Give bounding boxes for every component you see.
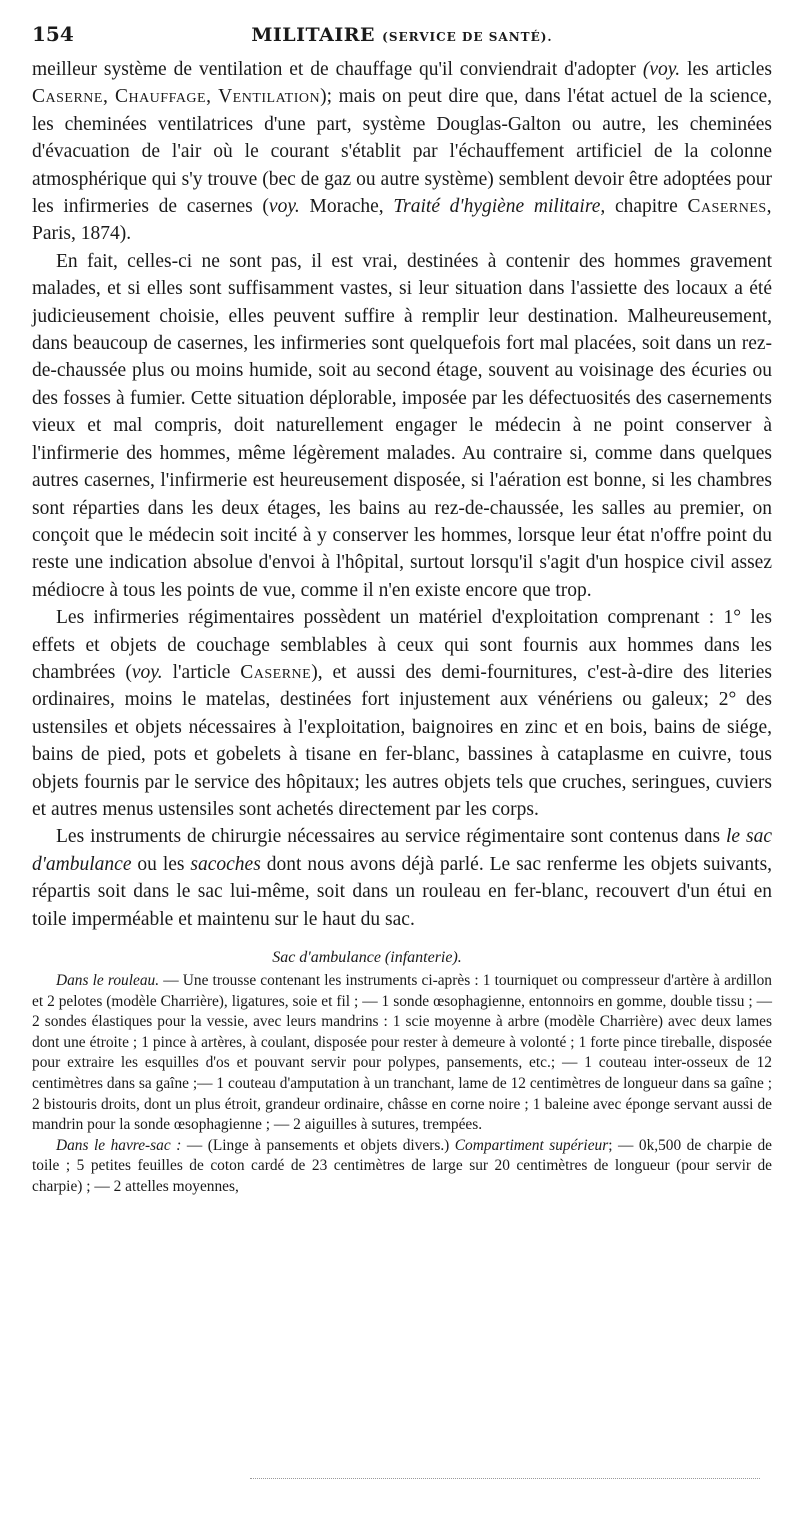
text-run: ou les bbox=[137, 853, 185, 875]
emphasis: le sac d'ambulance bbox=[32, 826, 772, 875]
compartment-label: Compartiment supérieur bbox=[454, 1136, 609, 1154]
text-run: Les instruments de chirurgie nécessaires au service régimentaire sont contenus dans bbox=[56, 826, 721, 848]
text-run: Morache, bbox=[309, 196, 384, 218]
list-paragraph bbox=[32, 971, 772, 1136]
book-title: Traité d'hygiène militaire, bbox=[393, 196, 606, 218]
text-run: Paris, 1874). bbox=[32, 223, 132, 245]
text-run: chapitre bbox=[614, 196, 678, 218]
running-title bbox=[152, 24, 772, 46]
text-run: meilleur système de ventilation et de chauffage qu'il conviendrait d'adopter bbox=[32, 59, 636, 80]
emphasis: sacoches bbox=[190, 853, 261, 875]
text-run: Les infirmeries régimentaires possèdent un matériel d'exploitation comprenant : 1° les effets et objets de couchage semblables à ceux qui sont fournis aux hommes dans les chambrées ( bbox=[32, 607, 772, 683]
cross-reference: Caserne bbox=[240, 661, 312, 683]
section-subheading: Sac d'ambulance (infanterie). bbox=[272, 949, 462, 966]
running-title-sub: (SERVICE DE SANTÉ). bbox=[382, 30, 553, 44]
main-text bbox=[32, 56, 772, 933]
paragraph bbox=[32, 56, 772, 248]
citation-voy: voy. bbox=[131, 661, 163, 683]
footer-rule bbox=[250, 1478, 760, 1479]
page bbox=[32, 22, 772, 1198]
citation-voy: voy. bbox=[268, 196, 300, 218]
text-run: ; — 0k,500 de charpie de toile ; 5 petites feuilles de coton cardé de 23 centimètres de large sur 20 centimètres de longueur (pour servir de charpie) ; — 2 attelles moyennes, bbox=[32, 1136, 773, 1195]
text-run: les articles bbox=[687, 59, 772, 80]
cross-reference: Casernes, bbox=[687, 196, 773, 218]
text-run: — Une trousse contenant les instruments ci-après : 1 tourniquet ou compresseur d'artère à ardillon et 2 pelotes (modèle Charrière), ligatures, soie et fil ; — 1 sonde œsophagienne, entonnoirs en gomme, double tissu ; — 2 sondes élastiques pour la vessie, avec leurs mandrins : 1 scie moyenne à arbre (modèle Charrière) avec deux lames dont une étroite ; 1 pince à artères, à coulant, disposée pour rester à demeure à volonté ; 1 forte pince tireballe, disposée pour extraire les esquilles d'os et pouvant servir pour polypes, pansements, etc.; — 1 couteau inter-osseux de 12 centimètres dans sa gaîne ;— 1 couteau d'amputation à un tranchant, lame de 12 centimètres de longueur dans sa gaîne ; 2 bistouris droits, dont un plus étroit, grandeur ordinaire, châsse en corne noire ; 1 baleine avec éponge servant aussi de mandrin pour la sonde œsophagienne ; — 2 aiguilles à sutures, trempées. bbox=[32, 972, 772, 1134]
paragraph bbox=[32, 604, 772, 823]
running-title-main: MILITAIRE bbox=[251, 24, 376, 46]
cross-reference: Chauffage, bbox=[114, 86, 212, 108]
text-run: ); mais on peut dire que, dans l'état actuel de la science, les cheminées ventilatrices d'une part, système Douglas-Galton ou autre, les cheminées d'évacuation de l'air où le courant s'établit par l'échauffement artificiel de la colonne atmosphérique qui s'y trouve (bec de gaz ou autre système) semblent devoir être adoptées pour les infirmeries de casernes ( bbox=[32, 86, 773, 218]
text-run: l'article bbox=[172, 661, 231, 683]
equipment-list bbox=[32, 971, 772, 1198]
text-run: ), et aussi des demi-fournitures, c'est-à-dire des literies ordinaires, moins le matelas, destinées fort injustement aux vénériens ou galeux; 2° des ustensiles et objets nécessaires à l'exploitation, baignoires en zinc et en bois, bains de siége, bains de pied, pots et gobelets à tisane en fer-blanc, bassines à cataplasme en cuivre, tous objets fournis par le service des hôpitaux; les autres objets tels que cruches, seringues, cuviers et autres menus ustensiles sont achetés directement par les corps. bbox=[32, 661, 773, 820]
text-run: — (Linge à pansements et objets divers.) bbox=[186, 1136, 450, 1154]
cross-reference: Ventilation bbox=[218, 86, 321, 108]
text-run: dont nous avons déjà parlé. Le sac renferme les objets suivants, répartis soit dans le sac lui-même, soit dans un rouleau en fer-blanc, recouvert d'un étui en toile imperméable et maintenu sur le haut du sac. bbox=[32, 853, 773, 930]
cross-reference: Caserne, bbox=[32, 86, 109, 108]
citation-voy: (voy. bbox=[642, 59, 681, 80]
page-number: 154 bbox=[32, 22, 74, 46]
paragraph: En fait, celles-ci ne sont pas, il est vrai, destinées à contenir des hommes gravement malades, et si elles sont suffisamment vastes, si leur situation dans l'assiette des locaux a été judicieusement choisie, elles peuvent suffire à remplir leur destination. Malheureusement, dans beaucoup de casernes, les infirmeries sont quelquefois fort mal placées, soit dans un rez-de-chaussée plus ou moins humide, soit au second étage, souvent au voisinage des écuries ou des fosses à fumier. Cette situation déplorable, imposée par les défectuosités des casernements vieux et mal compris, doit naturellement engager le médecin à ne point conserver à l'infirmerie des hommes, même légèrement malades. Au contraire si, comme dans quelques autres casernes, l'infirmerie est heureusement disposée, si l'aération est bonne, si les chambres sont réparties dans les deux étages, les bains au rez-de-chaussée, les salles au premier, on conçoit que le médecin soit incité à y conserver les hommes, lorsque leur état n'offre point du reste une indication absolue d'envoi à l'hôpital, surtout lorsqu'il s'agit d'un hospice civil assez médiocre à tous les points de vue, comme il n'en existe encore que trop. bbox=[32, 250, 772, 601]
list-paragraph bbox=[32, 1136, 772, 1198]
running-head bbox=[32, 22, 772, 56]
paragraph bbox=[32, 823, 772, 933]
list-label: Dans le rouleau. bbox=[56, 972, 160, 989]
list-label: Dans le havre-sac : bbox=[56, 1136, 182, 1154]
